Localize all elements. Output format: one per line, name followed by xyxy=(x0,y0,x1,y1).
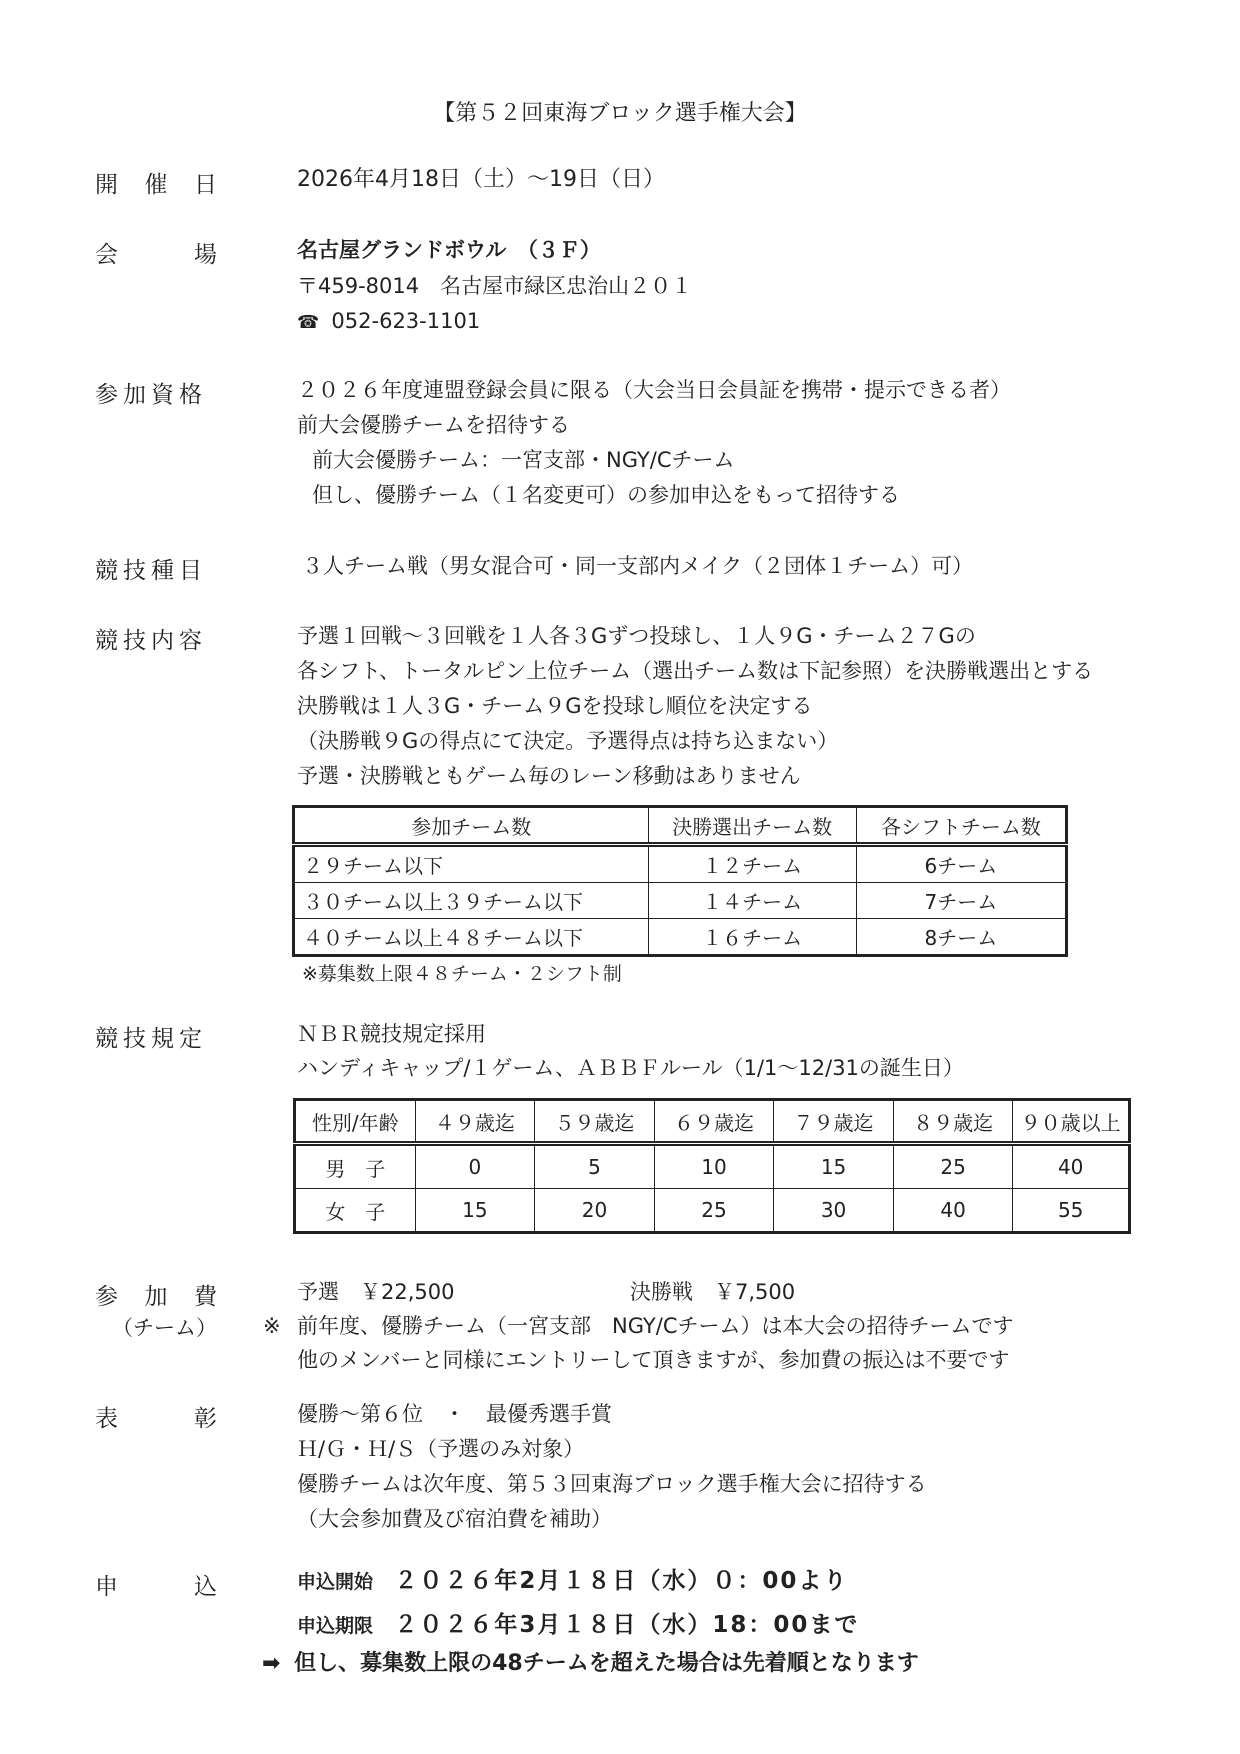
label-char: 開 xyxy=(95,172,118,198)
tel-number: 052-623-1101 xyxy=(331,309,481,333)
eligibility-line: ２０２６年度連盟登録会員に限る（大会当日会員証を携帯・提示できる者） xyxy=(297,378,1011,402)
application-notice xyxy=(262,1652,919,1676)
start-value: ２０２６年2月１８日（水）０：00より xyxy=(394,1568,849,1594)
table-header-cell: ６９歳迄 xyxy=(654,1100,774,1144)
label-char: 込 xyxy=(194,1574,217,1600)
table-cell: 20 xyxy=(535,1189,655,1233)
date-value: 2026年4月18日（土）～19日（日） xyxy=(297,167,665,192)
table-cell: ２９チーム以下 xyxy=(294,845,649,883)
table-cell: 5 xyxy=(535,1144,655,1189)
table-cell: 40 xyxy=(1013,1144,1130,1189)
label-char: 催 xyxy=(144,172,168,198)
eligibility-line: 但し、優勝チーム（１名変更可）の参加申込をもって招待する xyxy=(312,483,900,507)
awards-line: （大会参加費及び宿泊費を補助） xyxy=(297,1507,612,1531)
label-char: 費 xyxy=(194,1284,217,1310)
venue-tel xyxy=(297,309,480,335)
venue-address: 〒459-8014 名古屋市緑区忠治山２０１ xyxy=(297,274,693,298)
table-row xyxy=(295,1144,1130,1189)
label-char: 表 xyxy=(95,1406,118,1432)
table-header-row xyxy=(294,807,1067,845)
application-deadline xyxy=(297,1613,859,1638)
label-char: 加 xyxy=(144,1284,168,1310)
table-cell: 6チーム xyxy=(856,845,1066,883)
deadline-value: ２０２６年3月１８日（水）18：00まで xyxy=(394,1612,860,1638)
fee-note: 前年度、優勝チーム（一宮支部 NGY/Cチーム）は本大会の招待チームです xyxy=(297,1314,1014,1338)
venue-name: 名古屋グランドボウル （３Ｆ） xyxy=(297,238,601,262)
table-cell: ３０チーム以上３９チーム以下 xyxy=(294,883,649,919)
table-cell: １６チーム xyxy=(648,919,856,956)
rules-line: ハンディキャップ/１ゲーム、ＡＢＢＦルール（1/1～12/31の誕生日） xyxy=(297,1056,964,1080)
application-start xyxy=(297,1569,848,1594)
eligibility-label: 参加資格 xyxy=(95,382,207,408)
fee-final: 決勝戦 ￥7,500 xyxy=(630,1280,796,1304)
table-header-row xyxy=(295,1100,1130,1144)
fee-sublabel: （チーム） xyxy=(112,1316,217,1340)
eligibility-line: 前大会優勝チームを招待する xyxy=(297,413,570,437)
rules-line: ＮＢＲ競技規定採用 xyxy=(297,1022,486,1046)
table-row xyxy=(295,1189,1130,1233)
label-char: 申 xyxy=(95,1574,118,1600)
format-line: 予選・決勝戦ともゲーム毎のレーン移動はありません xyxy=(297,764,801,788)
format-line: （決勝戦９Gの得点にて決定。予選得点は持ち込まない） xyxy=(297,729,839,753)
table-header-cell: ８９歳迄 xyxy=(893,1100,1013,1144)
format-line: 決勝戦は１人３G・チーム９Gを投球し順位を決定する xyxy=(297,694,813,718)
table-header-cell: ５９歳迄 xyxy=(535,1100,655,1144)
table-cell: 10 xyxy=(654,1144,774,1189)
table-header-cell: 性別/年齢 xyxy=(295,1100,416,1144)
table-header-cell: ４９歳迄 xyxy=(415,1100,535,1144)
start-label: 申込開始 xyxy=(297,1571,374,1593)
fee-note-mark: ※ xyxy=(263,1314,281,1338)
table-cell: 15 xyxy=(415,1189,535,1233)
date-label xyxy=(95,166,217,199)
label-char: 場 xyxy=(194,242,217,268)
notice-text: 但し、募集数上限の48チームを超えた場合は先着順となります xyxy=(294,1651,919,1676)
table-header-cell: 参加チーム数 xyxy=(294,807,649,845)
awards-line: 優勝～第６位 ・ 最優秀選手賞 xyxy=(297,1402,612,1426)
awards-line: Ｈ/Ｇ・Ｈ/Ｓ（予選のみ対象） xyxy=(297,1437,585,1461)
table-cell: 0 xyxy=(415,1144,535,1189)
table-header-cell: 決勝選出チーム数 xyxy=(648,807,856,845)
table-row xyxy=(294,845,1067,883)
awards-line: 優勝チームは次年度、第５３回東海ブロック選手権大会に招待する xyxy=(297,1472,927,1496)
fee-label xyxy=(95,1278,217,1311)
label-char: 会 xyxy=(95,242,118,268)
table-cell: 25 xyxy=(893,1144,1013,1189)
table-cell: 7チーム xyxy=(856,883,1066,919)
awards-label xyxy=(95,1400,217,1433)
table-cell: 40 xyxy=(893,1189,1013,1233)
format-label: 競技内容 xyxy=(95,628,207,654)
label-char: 日 xyxy=(194,172,217,198)
rules-label: 競技規定 xyxy=(95,1026,207,1052)
table-cell: ４０チーム以上４８チーム以下 xyxy=(294,919,649,956)
handicap-table xyxy=(293,1098,1131,1234)
table-row xyxy=(294,883,1067,919)
table-header-cell: 各シフトチーム数 xyxy=(856,807,1066,845)
telephone-icon: ☎ xyxy=(297,312,320,333)
table-header-cell: ７９歳迄 xyxy=(774,1100,894,1144)
table-row xyxy=(294,919,1067,956)
table-cell: 男 子 xyxy=(295,1144,416,1189)
table-cell: 8チーム xyxy=(856,919,1066,956)
team-count-table xyxy=(292,805,1068,957)
table-cell: 30 xyxy=(774,1189,894,1233)
table-cell: １４チーム xyxy=(648,883,856,919)
venue-label xyxy=(95,236,217,269)
table-cell: 15 xyxy=(774,1144,894,1189)
page-title: 【第５２回東海ブロック選手権大会】 xyxy=(433,101,807,126)
application-label xyxy=(95,1568,217,1601)
event-label: 競技種目 xyxy=(95,558,207,584)
table-cell: 55 xyxy=(1013,1189,1130,1233)
format-line: 予選１回戦～３回戦を１人各３Gずつ投球し、１人９G・チーム２７Gの xyxy=(297,624,976,648)
fee-note: 他のメンバーと同様にエントリーして頂きますが、参加費の振込は不要です xyxy=(297,1348,1010,1372)
table-cell: １２チーム xyxy=(648,845,856,883)
format-line: 各シフト、トータルピン上位チーム（選出チーム数は下記参照）を決勝戦選出とする xyxy=(297,659,1094,683)
label-char: 参 xyxy=(95,1284,118,1310)
arrow-right-icon: ➡ xyxy=(262,1651,281,1676)
fee-qualifier: 予選 ￥22,500 xyxy=(297,1280,455,1304)
eligibility-line: 前大会優勝チーム：一宮支部・NGY/Cチーム xyxy=(312,448,735,472)
table-cell: 25 xyxy=(654,1189,774,1233)
table-cell: 女 子 xyxy=(295,1189,416,1233)
deadline-label: 申込期限 xyxy=(297,1615,374,1637)
table-header-cell: ９０歳以上 xyxy=(1013,1100,1130,1144)
label-char: 彰 xyxy=(194,1406,217,1432)
team-table-note: ※募集数上限４８チーム・２シフト制 xyxy=(302,963,622,985)
event-value: ３人チーム戦（男女混合可・同一支部内メイク（２団体１チーム）可） xyxy=(302,554,974,578)
